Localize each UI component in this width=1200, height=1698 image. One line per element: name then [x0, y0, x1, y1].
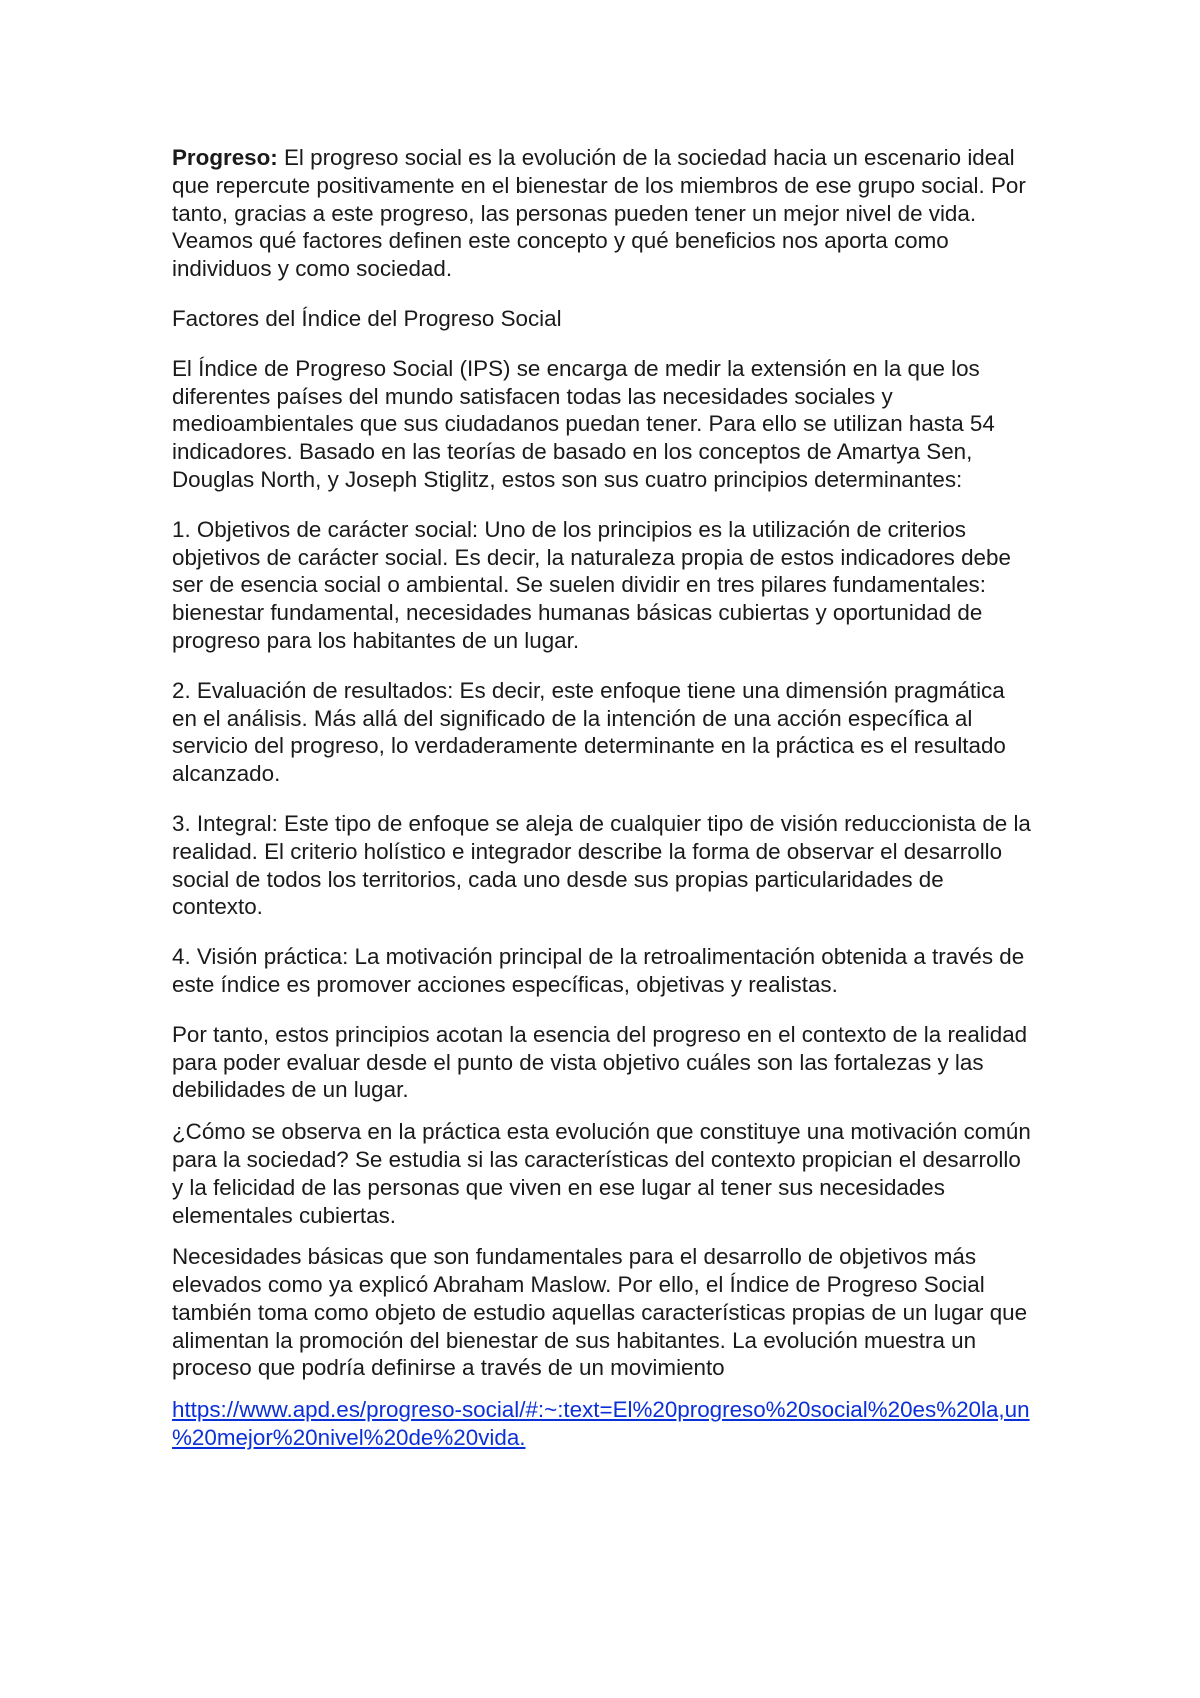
principle-2-paragraph: 2. Evaluación de resultados: Es decir, este enfoque tiene una dimensión pragmática en el análisis. Más allá del significado de la intención de una acción específica al servicio del progreso, lo verdaderamente determinante en la práctica es el resultado alcanzado.: [172, 677, 1006, 787]
question-paragraph: ¿Cómo se observa en la práctica esta evolución que constituye una motivación común para la sociedad? Se estudia si las características del contexto propician el desarrollo y la felicidad de las personas que viven en ese lugar al tener sus necesidades elementales cubiertas.: [172, 1119, 1031, 1228]
section-heading: Factores del Índice del Progreso Social: [172, 305, 562, 331]
source-link-paragraph: [172, 1396, 1032, 1452]
principle-1-paragraph: 1. Objetivos de carácter social: Uno de los principios es la utilización de criterios objetivos de carácter social. Es decir, la naturaleza propia de estos indicadores debe ser de esencia social o ambiental. Se suelen dividir en tres pilares fundamentales: bienestar fundamental, necesidades humanas básicas cubiertas y oportunidad de progreso para los habitantes de un lugar.: [172, 516, 1011, 653]
maslow-paragraph: Necesidades básicas que son fundamentales para el desarrollo de objetivos más elevados como ya explicó Abraham Maslow. Por ello, el Índice de Progreso Social también toma como objeto de estudio aquellas características propias de un lugar que alimentan la promoción del bienestar de sus habitantes. La evolución muestra un proceso que podría definirse a través de un movimiento: [172, 1244, 1028, 1381]
source-link-line-1: https://www.apd.es/progreso-social/#:~:text=El%20progreso%20social%20es%20la,un: [172, 1397, 1030, 1423]
ips-paragraph: El Índice de Progreso Social (IPS) se encarga de medir la extensión en la que los diferentes países del mundo satisfacen todas las necesidades sociales y medioambientales que sus ciudadanos puedan tener. Para ello se utilizan hasta 54 indicadores. Basado en las teorías de basado en los conceptos de Amartya Sen, Douglas North, y Joseph Stiglitz, estos son sus cuatro principios determinantes:: [172, 355, 995, 492]
intro-label: Progreso:: [172, 145, 278, 170]
intro-paragraph: [172, 144, 1032, 283]
source-link-line-2: %20mejor%20nivel%20de%20vida.: [172, 1425, 526, 1451]
source-link[interactable]: [172, 1396, 1032, 1452]
intro-text: El progreso social es la evolución de la sociedad hacia un escenario ideal que repercute positivamente en el bienestar de los miembros de ese grupo social. Por tanto, gracias a este progreso, las personas pueden tener un mejor nivel de vida. Veamos qué factores definen este concepto y qué beneficios nos aporta como individuos y como sociedad.: [172, 145, 1026, 282]
principle-4-paragraph: 4. Visión práctica: La motivación principal de la retroalimentación obtenida a través de este índice es promover acciones específicas, objetivas y realistas.: [172, 944, 1025, 997]
document-body: [172, 144, 1032, 1474]
conclusion-paragraph: Por tanto, estos principios acotan la esencia del progreso en el contexto de la realidad para poder evaluar desde el punto de vista objetivo cuáles son las fortalezas y las debilidades de un lugar.: [172, 1021, 1028, 1103]
principle-3-paragraph: 3. Integral: Este tipo de enfoque se aleja de cualquier tipo de visión reduccionista de la realidad. El criterio holístico e integrador describe la forma de observar el desarrollo social de todos los territorios, cada uno desde sus propias particularidades de contexto.: [172, 810, 1031, 920]
